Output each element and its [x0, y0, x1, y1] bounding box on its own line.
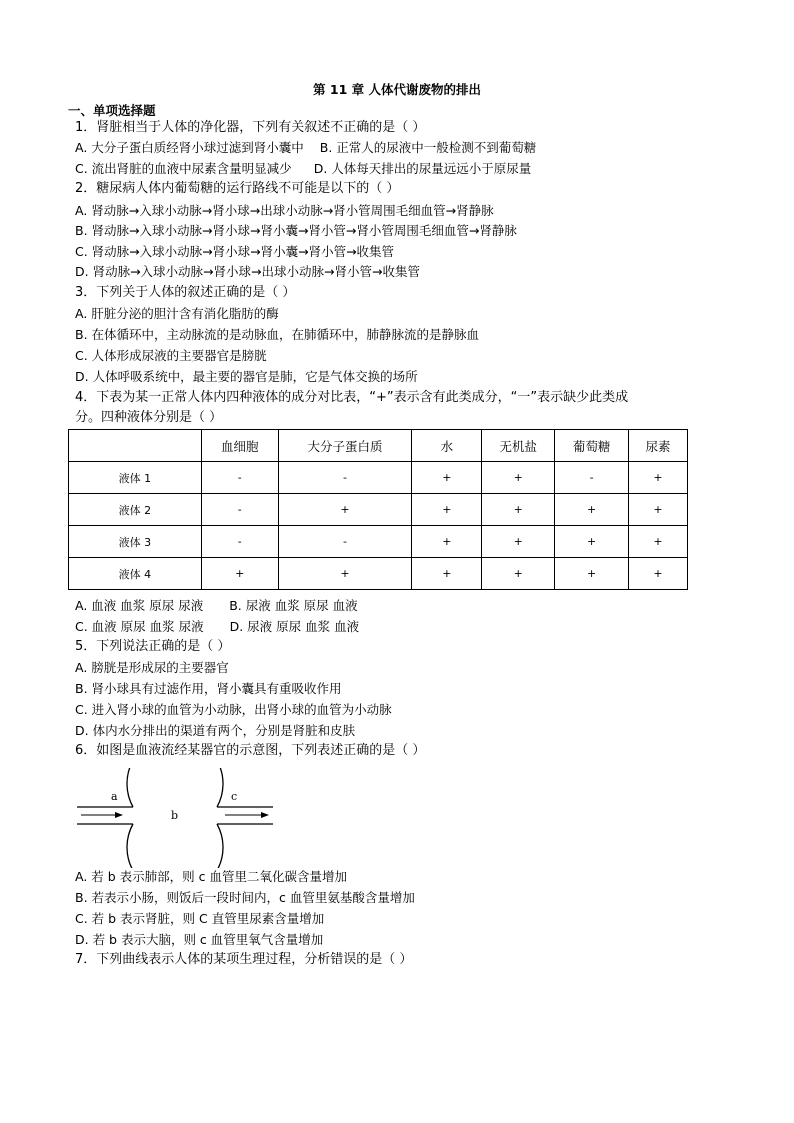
table-cell: 液体 1: [69, 462, 202, 494]
question-4-option-d: D. 尿液 原尿 血浆 血液: [229, 619, 360, 634]
diagram-label-a: a: [111, 790, 118, 803]
question-5-stem: 5．下列说法正确的是（ ）: [75, 639, 231, 654]
blood-flow-organ-diagram: [75, 768, 275, 868]
table-cell: +: [201, 558, 278, 590]
question-3-option-b: B. 在体循环中，主动脉流的是动脉血，在肺循环中，肺静脉流的是静脉血: [75, 327, 480, 342]
diagram-label-c: c: [231, 790, 238, 803]
table-header-cell: 血细胞: [201, 430, 278, 462]
table-cell: +: [482, 494, 555, 526]
question-5-option-a: A. 膀胱是形成尿的主要器官: [75, 660, 229, 675]
table-cell: 液体 4: [69, 558, 202, 590]
question-6-stem: 6．如图是血液流经某器官的示意图，下列表述正确的是（ ）: [75, 743, 426, 758]
question-7-stem: 7．下列曲线表示人体的某项生理过程，分析错误的是（ ）: [75, 952, 413, 967]
question-5-option-d: D. 体内水分排出的渠道有两个，分别是肾脏和皮肤: [75, 723, 356, 738]
question-3-option-c: C. 人体形成尿液的主要器官是膀胱: [75, 348, 267, 363]
table-cell: -: [278, 526, 412, 558]
question-3-option-d: D. 人体呼吸系统中，最主要的器官是肺，它是气体交换的场所: [75, 369, 418, 384]
question-1-option-a: A. 大分子蛋白质经肾小球过滤到肾小囊中: [75, 140, 304, 155]
table-header-cell: 大分子蛋白质: [278, 430, 412, 462]
question-6-option-d: D. 若 b 表示大脑，则 c 血管里氧气含量增加: [75, 932, 324, 947]
question-1-options-row-1: [75, 139, 536, 157]
table-cell: +: [412, 462, 482, 494]
table-cell: 液体 3: [69, 526, 202, 558]
table-cell: +: [555, 558, 629, 590]
question-2-option-a: A. 肾动脉→入球小动脉→肾小球→出球小动脉→肾小管周围毛细血管→肾静脉: [75, 203, 494, 218]
table-header-cell: [69, 430, 202, 462]
table-cell: +: [555, 526, 629, 558]
table-cell: +: [278, 558, 412, 590]
question-4-option-a: A. 血液 血浆 原尿 尿液: [75, 598, 204, 613]
question-4-option-b: B. 尿液 血浆 原尿 血液: [229, 598, 358, 613]
table-header-cell: 水: [412, 430, 482, 462]
table-cell: +: [412, 558, 482, 590]
table-cell: +: [555, 494, 629, 526]
table-cell: -: [201, 494, 278, 526]
table-cell: -: [278, 462, 412, 494]
table-cell: +: [629, 462, 688, 494]
table-cell: +: [412, 494, 482, 526]
table-cell: -: [201, 526, 278, 558]
question-2-option-c: C. 肾动脉→入球小动脉→肾小球→肾小囊→肾小管→收集管: [75, 244, 395, 259]
question-2-stem: 2．糖尿病人体内葡萄糖的运行路线不可能是以下的（ ）: [75, 181, 400, 196]
table-header-row: [69, 430, 688, 462]
question-1-options-row-2: [75, 160, 531, 178]
question-3-stem: 3．下列关于人体的叙述正确的是（ ）: [75, 285, 296, 300]
table-cell: 液体 2: [69, 494, 202, 526]
table-cell: +: [629, 494, 688, 526]
question-4-stem-line-2: 分。四种液体分别是（ ）: [75, 410, 223, 425]
question-4-options-row-1: [75, 597, 358, 615]
table-row: [69, 558, 688, 590]
table-header-cell: 无机盐: [482, 430, 555, 462]
table-cell: +: [412, 526, 482, 558]
question-6-option-a: A. 若 b 表示肺部，则 c 血管里二氧化碳含量增加: [75, 869, 347, 884]
table-row: [69, 526, 688, 558]
question-4-options-row-2: [75, 618, 359, 636]
table-row: [69, 494, 688, 526]
table-cell: -: [555, 462, 629, 494]
question-4-option-c: C. 血液 原尿 血浆 尿液: [75, 619, 204, 634]
question-2-option-d: D. 肾动脉→入球小动脉→肾小球→出球小动脉→肾小管→收集管: [75, 264, 420, 279]
table-header-cell: 尿素: [629, 430, 688, 462]
question-5-option-b: B. 肾小球具有过滤作用，肾小囊具有重吸收作用: [75, 681, 342, 696]
table-cell: +: [278, 494, 412, 526]
table-row: [69, 462, 688, 494]
table-cell: +: [629, 558, 688, 590]
table-header-cell: 葡萄糖: [555, 430, 629, 462]
question-1-option-d: D. 人体每天排出的尿量远远小于原尿量: [313, 161, 532, 176]
table-cell: +: [482, 526, 555, 558]
question-6-option-b: B. 若表示小肠，则饭后一段时间内，c 血管里氨基酸含量增加: [75, 890, 415, 905]
table-cell: +: [482, 462, 555, 494]
question-2-option-b: B. 肾动脉→入球小动脉→肾小球→肾小囊→肾小管→肾小管周围毛细血管→肾静脉: [75, 223, 517, 238]
table-cell: -: [201, 462, 278, 494]
page-title: 第 11 章 人体代谢废物的排出: [313, 82, 481, 97]
table-cell: +: [482, 558, 555, 590]
section-heading: 一、单项选择题: [68, 103, 156, 118]
fluid-composition-table: [68, 429, 688, 590]
question-4-stem-line-1: 4．下表为某一正常人体内四种液体的成分对比表，“+”表示含有此类成分，“一”表示缺少此类成: [75, 390, 629, 405]
question-6-option-c: C. 若 b 表示肾脏，则 C 直管里尿素含量增加: [75, 911, 325, 926]
question-1-stem: 1．肾脏相当于人体的净化器，下列有关叙述不正确的是（ ）: [75, 120, 426, 135]
question-1-option-c: C. 流出肾脏的血液中尿素含量明显减少: [75, 161, 292, 176]
diagram-label-b: b: [171, 809, 179, 822]
table-cell: +: [629, 526, 688, 558]
question-1-option-b: B. 正常人的尿液中一般检测不到葡萄糖: [319, 140, 537, 155]
question-3-option-a: A. 肝脏分泌的胆汁含有消化脂肪的酶: [75, 306, 279, 321]
question-5-option-c: C. 进入肾小球的血管为小动脉，出肾小球的血管为小动脉: [75, 702, 392, 717]
